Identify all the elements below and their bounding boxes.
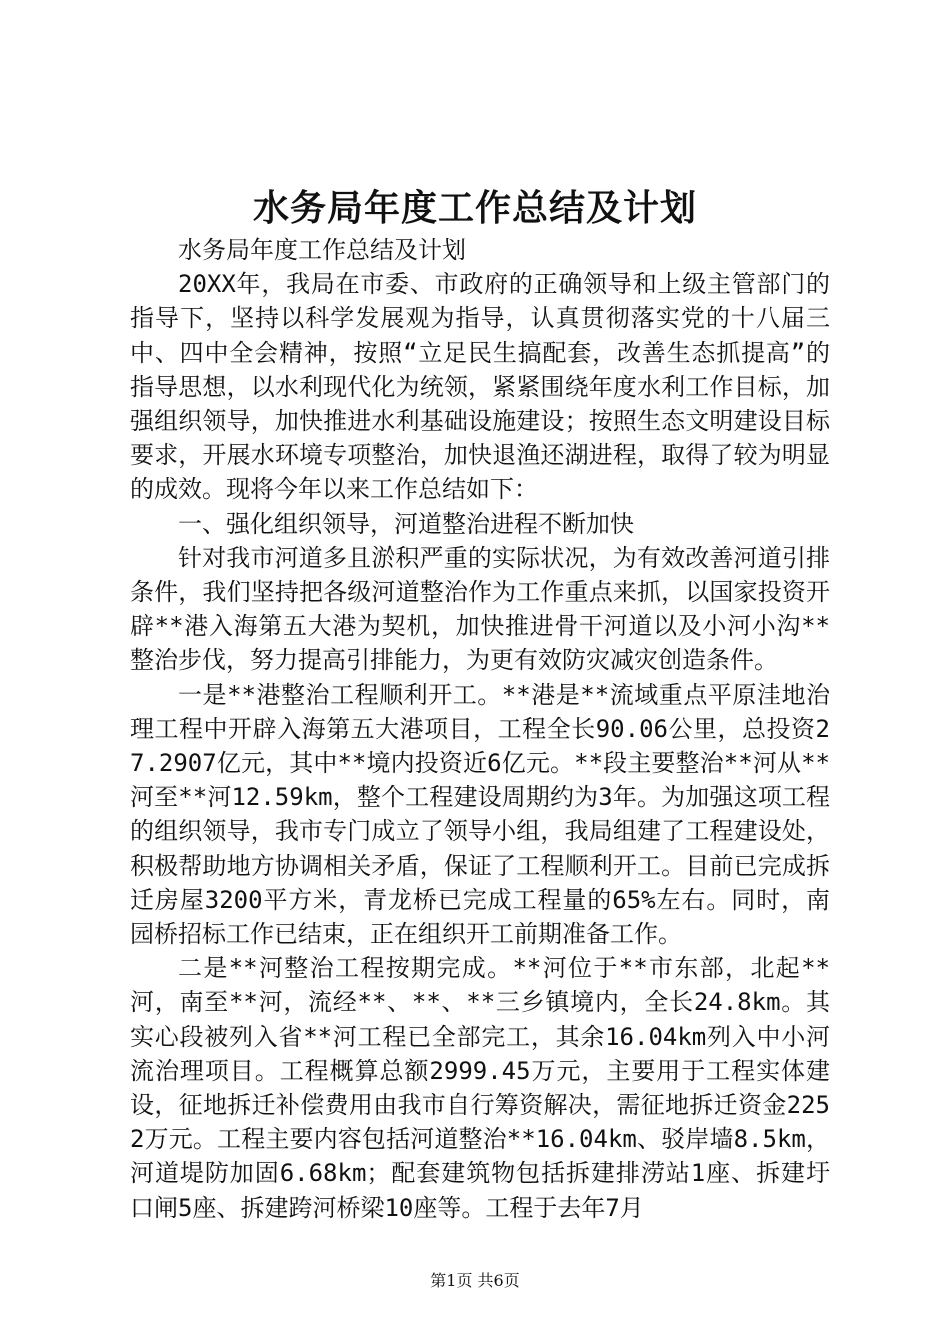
paragraph-subtitle: 水务局年度工作总结及计划: [178, 236, 466, 264]
page-footer: 第1页 共6页: [430, 1271, 520, 1290]
paragraph-item-two: 二是**河整治工程按期完成。**河位于**市东部，北起**河，南至**河，流经**、**、**三乡镇境内，全长24.8km。其实心段被列入省**河工程已全部完工，其余16.04km列入中小河流治理项目。工程概算总额2999.45万元，主要用于工程实体建设，征地拆迁补偿费用由我市自行筹资解决，需征地拆迁资金2252万元。工程主要内容包括河道整治**16.04km、驳岸墙8.5km，河道堤防加固6.68km；配套建筑物包括拆建排涝站1座、拆建圩口闸5座、拆建跨河桥梁10座等。工程于去年7月: [130, 954, 830, 1222]
document-body: [130, 233, 830, 1225]
document-title: 水务局年度工作总结及计划: [252, 187, 697, 229]
paragraph-section-intro: 针对我市河道多且淤积严重的实际状况，为有效改善河道引排条件，我们坚持把各级河道整治作为工作重点来抓，以国家投资开辟**港入海第五大港为契机，加快推进骨干河道以及小河小沟**整治步伐，努力提高引排能力，为更有效防灾减灾创造条件。: [130, 543, 830, 675]
section-heading: 一、强化组织领导，河道整治进程不断加快: [178, 509, 634, 538]
paragraph-intro: 20XX年，我局在市委、市政府的正确领导和上级主管部门的指导下，坚持以科学发展观为指导，认真贯彻落实党的十八届三中、四中全会精神，按照“立足民生搞配套，改善生态抓提高”的指导思想，以水利现代化为统领，紧紧围绕年度水利工作目标，加强组织领导，加快推进水利基础设施建设；按照生态文明建设目标要求，开展水环境专项整治，加快退渔还湖进程，取得了较为明显的成效。现将今年以来工作总结如下：: [130, 270, 830, 504]
paragraph-item-one: 一是**港整治工程顺利开工。**港是**流域重点平原洼地治理工程中开辟入海第五大港项目，工程全长90.06公里，总投资27.2907亿元，其中**境内投资近6亿元。**段主要整治**河从**河至**河12.59km，整个工程建设周期约为3年。为加强这项工程的组织领导，我市专门成立了领导小组，我局组建了工程建设处，积极帮助地方协调相关矛盾，保证了工程顺利开工。目前已完成拆迁房屋3200平方米，青龙桥已完成工程量的65%左右。同时，南园桥招标工作已结束，正在组织开工前期准备工作。: [130, 680, 830, 949]
